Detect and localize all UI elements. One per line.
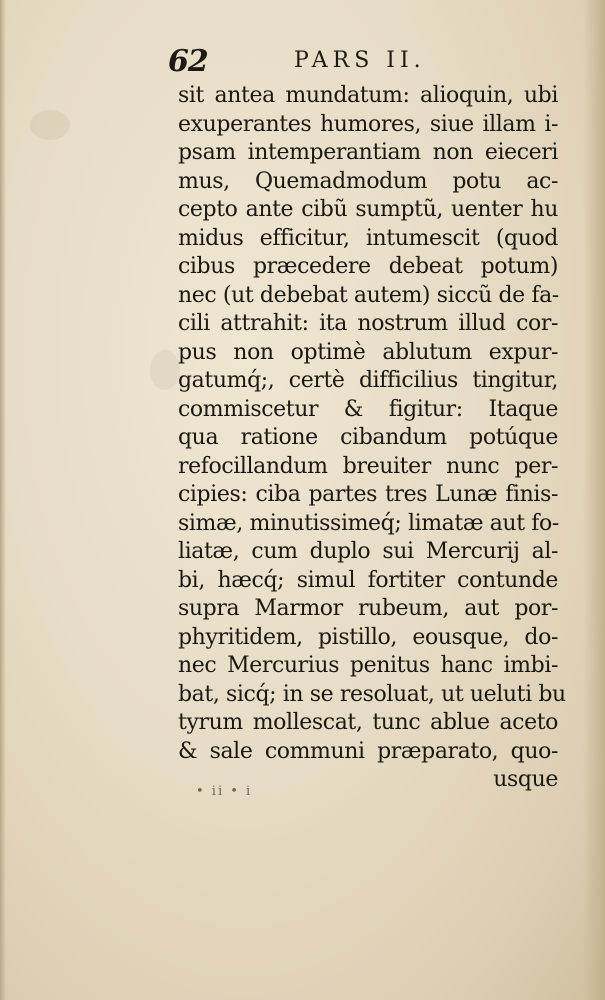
text-line: liatæ, cum duplo sui Mercurij al-: [178, 539, 558, 564]
text-line: tyrum mollescat, tunc ablue aceto: [178, 710, 558, 735]
running-head: PARS II.: [294, 48, 426, 73]
body-text: [178, 82, 566, 795]
text-line: gatumq́;, certè difficilius tingitur,: [178, 368, 558, 393]
page-edge-shadow-right: [583, 0, 605, 1000]
text-line: psam intemperantiam non eieceri: [178, 140, 558, 165]
catchword: usque: [493, 767, 558, 792]
text-line: bi, hæcq́; simul fortiter contunde: [178, 567, 558, 593]
text-line: commiscetur & figitur: Itaque: [178, 396, 558, 422]
text-line: simæ, minutissimeq́; limatæ aut fo-: [178, 510, 559, 536]
text-line: nec (ut debebat autem) siccũ de fa-: [178, 282, 559, 308]
text-line: exuperantes humores, siue illam i-: [178, 111, 558, 137]
text-line: refocillandum breuiter nunc per-: [178, 453, 558, 479]
text-line: supra Marmor rubeum, aut por-: [178, 596, 558, 621]
text-line: nec Mercurius penitus hanc imbi-: [178, 653, 558, 678]
text-line: cili attrahit: ita nostrum illud cor-: [178, 311, 558, 336]
text-line: cibus præcedere debeat potum): [178, 254, 558, 279]
folio-number: 62: [168, 44, 208, 79]
signature-mark: • ii • i: [196, 784, 253, 799]
text-line: mus, Quemadmodum potu ac-: [178, 168, 558, 194]
text-line: qua ratione cibandum potúque: [178, 425, 558, 450]
text-line: phyritidem, pistillo, eousque, do-: [178, 624, 558, 650]
text-line: cepto ante cibũ sumptũ, uenter hu: [178, 197, 558, 222]
text-line: & sale communi præparato, quo-: [178, 738, 558, 764]
text-line: sit antea mundatum: alioquin, ubi: [178, 83, 558, 108]
text-line: bat, sicq́; in se resoluat, ut ueluti bu: [178, 681, 566, 707]
text-line: midus efficitur, intumescit (quod: [178, 225, 558, 251]
page-edge-shadow-left: [0, 0, 6, 1000]
text-line: cipies: ciba partes tres Lunæ finis-: [178, 482, 558, 507]
text-line: pus non optimè ablutum expur-: [178, 339, 558, 365]
paper-stain: [150, 350, 180, 390]
paper-stain: [30, 110, 70, 140]
page-header: [168, 44, 468, 78]
